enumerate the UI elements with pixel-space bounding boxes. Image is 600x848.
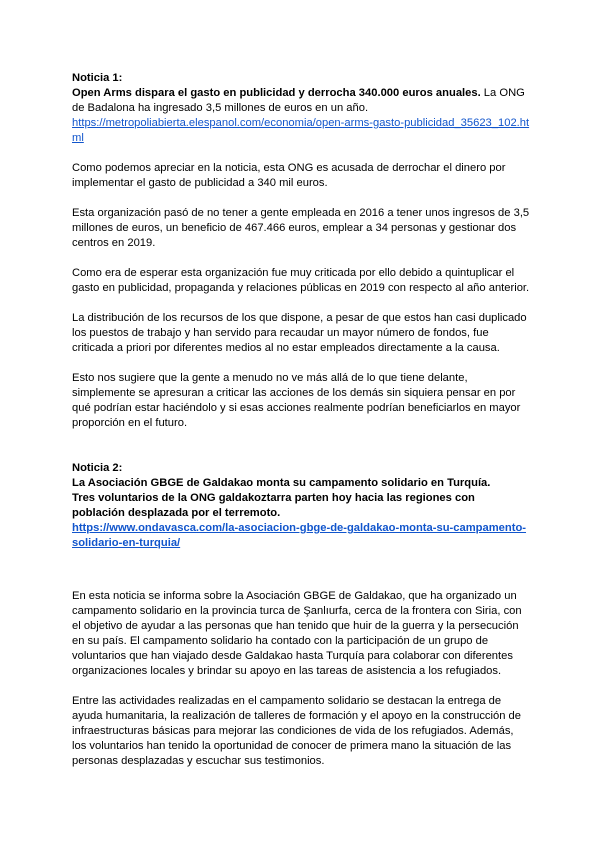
news-1-paragraph-2: Esta organización pasó de no tener a gente empleada en 2016 a tener unos ingresos de 3,5 millones de euros, un beneficio de 467.466 euros, emplear a 34 personas y gestionar dos centros en 2019. [72,207,530,249]
document-content [72,71,530,769]
news-1-paragraph-1: Como podemos apreciar en la noticia, esta ONG es acusada de derrochar el dinero por implementar el gasto de publicidad a 340 mil euros. [72,162,506,189]
news-2-paragraph-2: Entre las actividades realizadas en el campamento solidario se destacan la entrega de ayuda humanitaria, la realización de talleres de formación y el apoyo en la construcción de infraestructuras básicas para mejorar las condiciones de vida de los refugiados. Además, los voluntarios han tenido la oportunidad de conocer de primera mano la situación de las personas desplazadas y escuchar sus testimonios. [72,695,522,767]
news-2-label: Noticia 2: [72,462,123,474]
news-1-label: Noticia 1: [72,72,123,84]
news-1-paragraph-5: Esto nos sugiere que la gente a menudo no ve más allá de lo que tiene delante, simplemente se apresuran a criticar las acciones de los demás sin siquiera pensar en por qué podrían estar haciéndolo y si esas acciones realmente podrían beneficiarlos en mayor proporción en el futuro. [72,372,521,429]
news-1-link[interactable]: https://metropoliabierta.elespanol.com/economia/open-arms-gasto-publicidad_35623_102.html [72,117,530,144]
news-1-paragraph-3: Como era de esperar esta organización fue muy criticada por ello debido a quintuplicar el gasto en publicidad, propaganda y relaciones públicas en 2019 con respecto al año anterior. [72,267,530,294]
news-1-headline-paragraph [72,86,530,116]
news-2-paragraph-1: En esta noticia se informa sobre la Asociación GBGE de Galdakao, que ha organizado un campamento solidario en la provincia turca de Şanlıurfa, cerca de la frontera con Siria, con el objetivo de ayudar a las personas que han tenido que huir de la guerra y la persecución en su país. El campamento solidario ha contado con la participación de un grupo de voluntarios que han viajado desde Galdakao hasta Turquía para colaborar con diferentes organizaciones locales y brindar su apoyo en las tareas de asistencia a los refugiados. [72,590,522,677]
news-1-subheadline: La ONG de Badalona ha ingresado 3,5 millones de euros en un año. [72,87,525,114]
news-2-headline: La Asociación GBGE de Galdakao monta su campamento solidario en Turquía. [72,477,491,489]
news-2-subheadline: Tres voluntarios de la ONG galdakoztarra parten hoy hacia las regiones con población desplazada por el terremoto. [72,492,475,519]
news-1-headline: Open Arms dispara el gasto en publicidad y derrocha 340.000 euros anuales. [72,87,481,99]
news-2-link[interactable]: https://www.ondavasca.com/la-asociacion-gbge-de-galdakao-monta-su-campamento-solidario-en-turquia/ [72,522,527,549]
news-1-paragraph-4: La distribución de los recursos de los que dispone, a pesar de que estos han casi duplicado los puestos de trabajo y han servido para recaudar un mayor número de fondos, fue criticada a priori por diferentes medios al no estar empleados directamente a la causa. [72,312,527,354]
